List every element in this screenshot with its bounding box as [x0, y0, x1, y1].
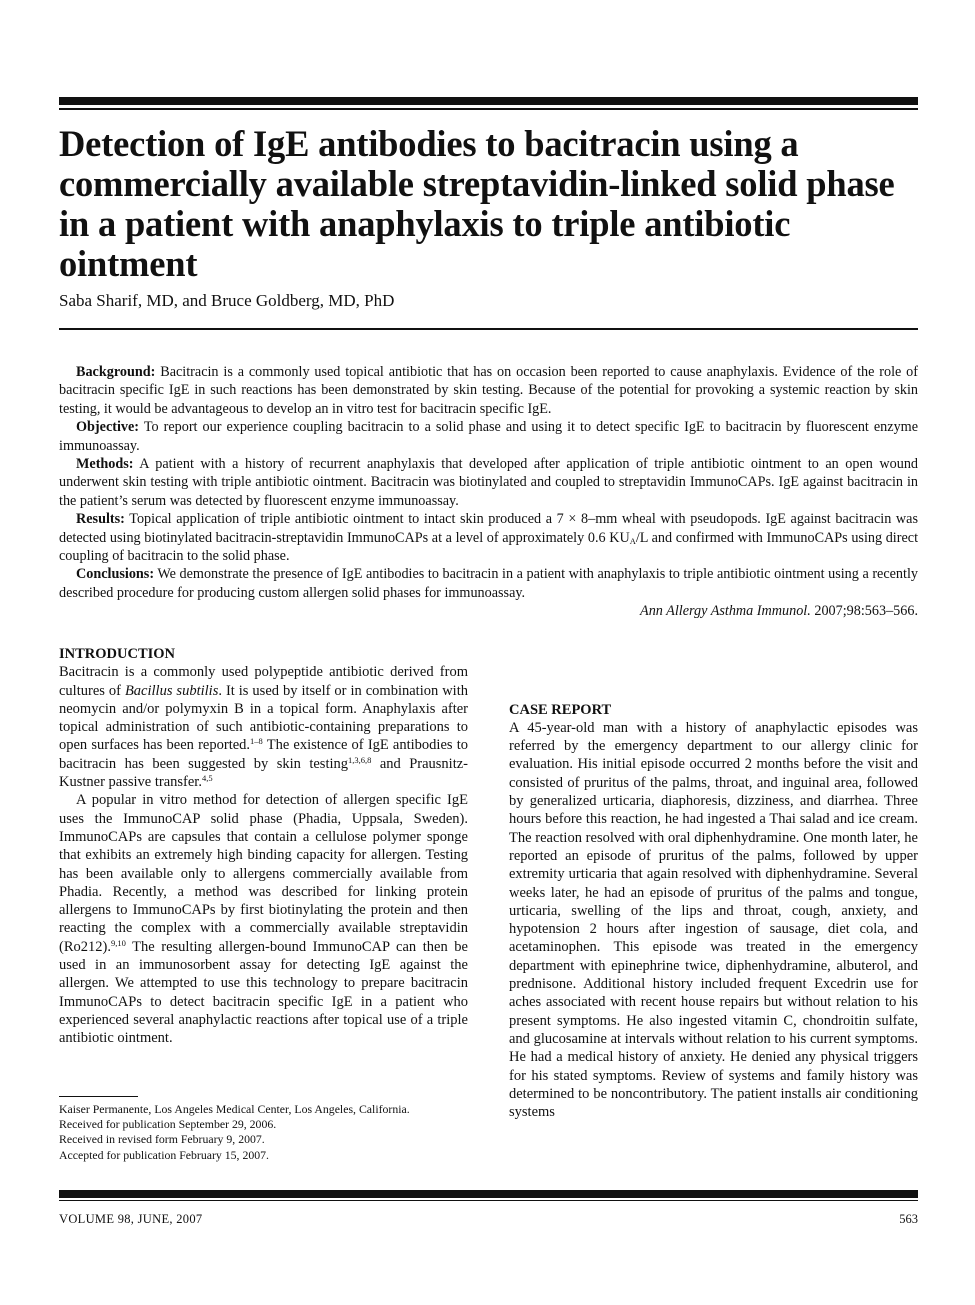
- intro-text: and Prausnitz-Kustner passive transfer.: [59, 755, 468, 791]
- abstract-results: [59, 510, 918, 565]
- top-rule: [59, 97, 918, 105]
- abstract-objective: [59, 418, 918, 455]
- article-authors: Saba Sharif, MD, and Bruce Goldberg, MD, PhD: [59, 291, 395, 310]
- abstract-results-subscript: A: [629, 535, 636, 546]
- citation-ref: 4,5: [201, 773, 213, 784]
- column-right: [509, 645, 918, 1121]
- intro-text: Bacitracin is a commonly used polypeptide antibiotic derived from cultures of: [59, 664, 468, 699]
- header-divider: [59, 328, 918, 330]
- bottom-rule: [59, 1190, 918, 1198]
- intro-text: A popular in vitro method for detection of allergen specific IgE uses the ImmunoCAP solid phase (Phadia, Uppsala, Sweden). ImmunoCAPs are capsules that contain a cellulose polymer sponge that exhibits an extremely high binding capacity for allergen. Testing has been available only to allergens commercially available from Phadia. Recently, a method was described for linking protein allergens to ImmunoCAPs by first biotinylating the protein and then reacting the complex with a commercially available streptavidin (Ro212).: [59, 792, 468, 955]
- abstract-methods-text: A patient with a history of recurrent anaphylaxis that developed after application of triple antibiotic ointment to an open wound underwent skin testing with triple antibiotic ointment. Bacitracin was biotinylated and coupled to streptavidin ImmunoCAPs. IgE against bacitracin in the patient’s serum was detected by fluorescent enzyme immunoassay.: [59, 456, 919, 509]
- citation-ref: 9,10: [110, 937, 126, 948]
- abstract-objective-text: To report our experience coupling bacitracin to a solid phase and using it to detect specific IgE to bacitracin by fluorescent enzyme immunoassay.: [59, 419, 919, 454]
- footnote-received: Received for publication September 29, 2006.: [59, 1117, 277, 1132]
- citation-volume-pages: 2007;98:563–566.: [810, 603, 918, 620]
- footer-volume: VOLUME 98, JUNE, 2007: [59, 1212, 203, 1226]
- abstract-conclusions-text: We demonstrate the presence of IgE antibodies to bacitracin in a patient with anaphylaxis to triple antibiotic ointment using a recently described procedure for producing custom allergen solid phases for immunoassay.: [59, 566, 918, 601]
- abstract-results-label: Results:: [76, 511, 125, 528]
- intro-text: . It is used by itself or in combination with neomycin and/or polymyxin B in a topical form. Anaphylaxis after topical administration of such antibiotic-containing preparations to open surfaces has been reported.: [59, 682, 468, 754]
- case-report-heading: CASE REPORT: [509, 701, 612, 718]
- abstract: [59, 363, 918, 621]
- introduction-paragraph-2: [59, 791, 468, 1047]
- bottom-rule-thin: [59, 1200, 918, 1201]
- citation-journal: Ann Allergy Asthma Immunol.: [640, 603, 811, 620]
- page-number: 563: [899, 1212, 918, 1226]
- abstract-background-label: Background:: [76, 364, 156, 380]
- column-left: [59, 645, 468, 1048]
- top-rule-thin: [59, 108, 918, 110]
- introduction-paragraph-1: [59, 663, 468, 791]
- intro-continuation: [509, 645, 918, 682]
- article-title: Detection of IgE antibodies to bacitracin using a commercially available streptavidin-linked solid phase in a patient with anaphylaxis to triple antibiotic ointment: [59, 123, 895, 284]
- species-name: Bacillus subtilis: [124, 682, 219, 699]
- footnote-rule: [59, 1096, 138, 1097]
- case-report-paragraph-1: A 45-year-old man with a history of anaphylactic episodes was referred by the emergency department to our allergy clinic for evaluation. His initial episode occurred 2 months before the visit and consisted of pruritus of the palms, throat, and inguinal area, followed by generalized urticaria, diaphoresis, dizziness, and diarrhea. Three hours before this reaction, he had ingested a Thai salad and ice cream. The reaction resolved with oral diphenhydramine. One month later, he reported an episode of pruritus of the palms, followed by upper extremity urticaria that again resolved with diphenhydramine. Several weeks later, he had an episode of pruritus of the palms and tongue, urticaria, swelling of the lips and throat, cough, anxiety, and hypotension 2 hours after ingestion of sausage, diet cola, and acetaminophen. This episode was treated in the emergency department with epinephrine twice, diphenhydramine, albuterol, and prednisone. Additional history included frequent Excedrin use for aches associated with recent house repairs but without relation to his present symptoms. He also ingested vitamin C, chondroitin sulfate, and glucosamine at intervals without relation to his current symptoms. He had a medical history of anxiety. He denied any physical triggers for his stated symptoms. Review of systems and family history was determined to be noncontributory. The patient installs air conditioning systems: [509, 719, 918, 1121]
- abstract-conclusions-label: Conclusions:: [76, 566, 155, 583]
- abstract-background: [59, 363, 918, 418]
- introduction-heading: INTRODUCTION: [59, 646, 176, 662]
- abstract-objective-label: Objective:: [76, 419, 140, 436]
- footnotes: [59, 1102, 479, 1163]
- abstract-results-text: Topical application of triple antibiotic ointment to intact skin produced a 7 × 8–mm wheal with pseudopods. IgE against bacitracin was detected using biotinylated bacitracin-streptavidin ImmunoCAPs at a level of approximately 0.6 KU: [59, 511, 918, 546]
- footnote-accepted: Accepted for publication February 15, 2007.: [59, 1147, 269, 1162]
- intro-text: The existence of IgE antibodies to bacitracin has been suggested by skin testing: [59, 737, 468, 772]
- footnote-revised: Received in revised form February 9, 2007.: [59, 1132, 265, 1147]
- footnote-affiliation: Kaiser Permanente, Los Angeles Medical Center, Los Angeles, California.: [59, 1102, 410, 1116]
- citation-ref: 1,3,6,8: [348, 754, 372, 765]
- intro-text: The resulting allergen-bound ImmunoCAP can then be used in an immunosorbent assay for detecting IgE against the allergen. We attempted to use this technology to prepare bacitracin ImmunoCAPs to detect bacitracin specific IgE in a patient who experienced several anaphylactic reactions after topical use of a triple antibiotic ointment.: [59, 938, 468, 1047]
- abstract-conclusions: [59, 565, 918, 602]
- abstract-citation: [59, 602, 918, 620]
- citation-ref: 1–8: [250, 736, 263, 747]
- abstract-methods: [59, 455, 918, 510]
- abstract-background-text: Bacitracin is a commonly used topical antibiotic that has on occasion been reported to cause anaphylaxis. Evidence of the role of bacitracin specific IgE in such reactions has been demonstrated by skin testing. Because of the potential for provoking a systemic reaction by skin testing, it would be advantageous to develop an in vitro test for bacitracin specific IgE.: [59, 364, 919, 417]
- abstract-results-text-end: /L and confirmed with ImmunoCAPs using direct coupling of bacitracin to the solid phase.: [59, 529, 919, 565]
- abstract-methods-label: Methods:: [76, 456, 134, 473]
